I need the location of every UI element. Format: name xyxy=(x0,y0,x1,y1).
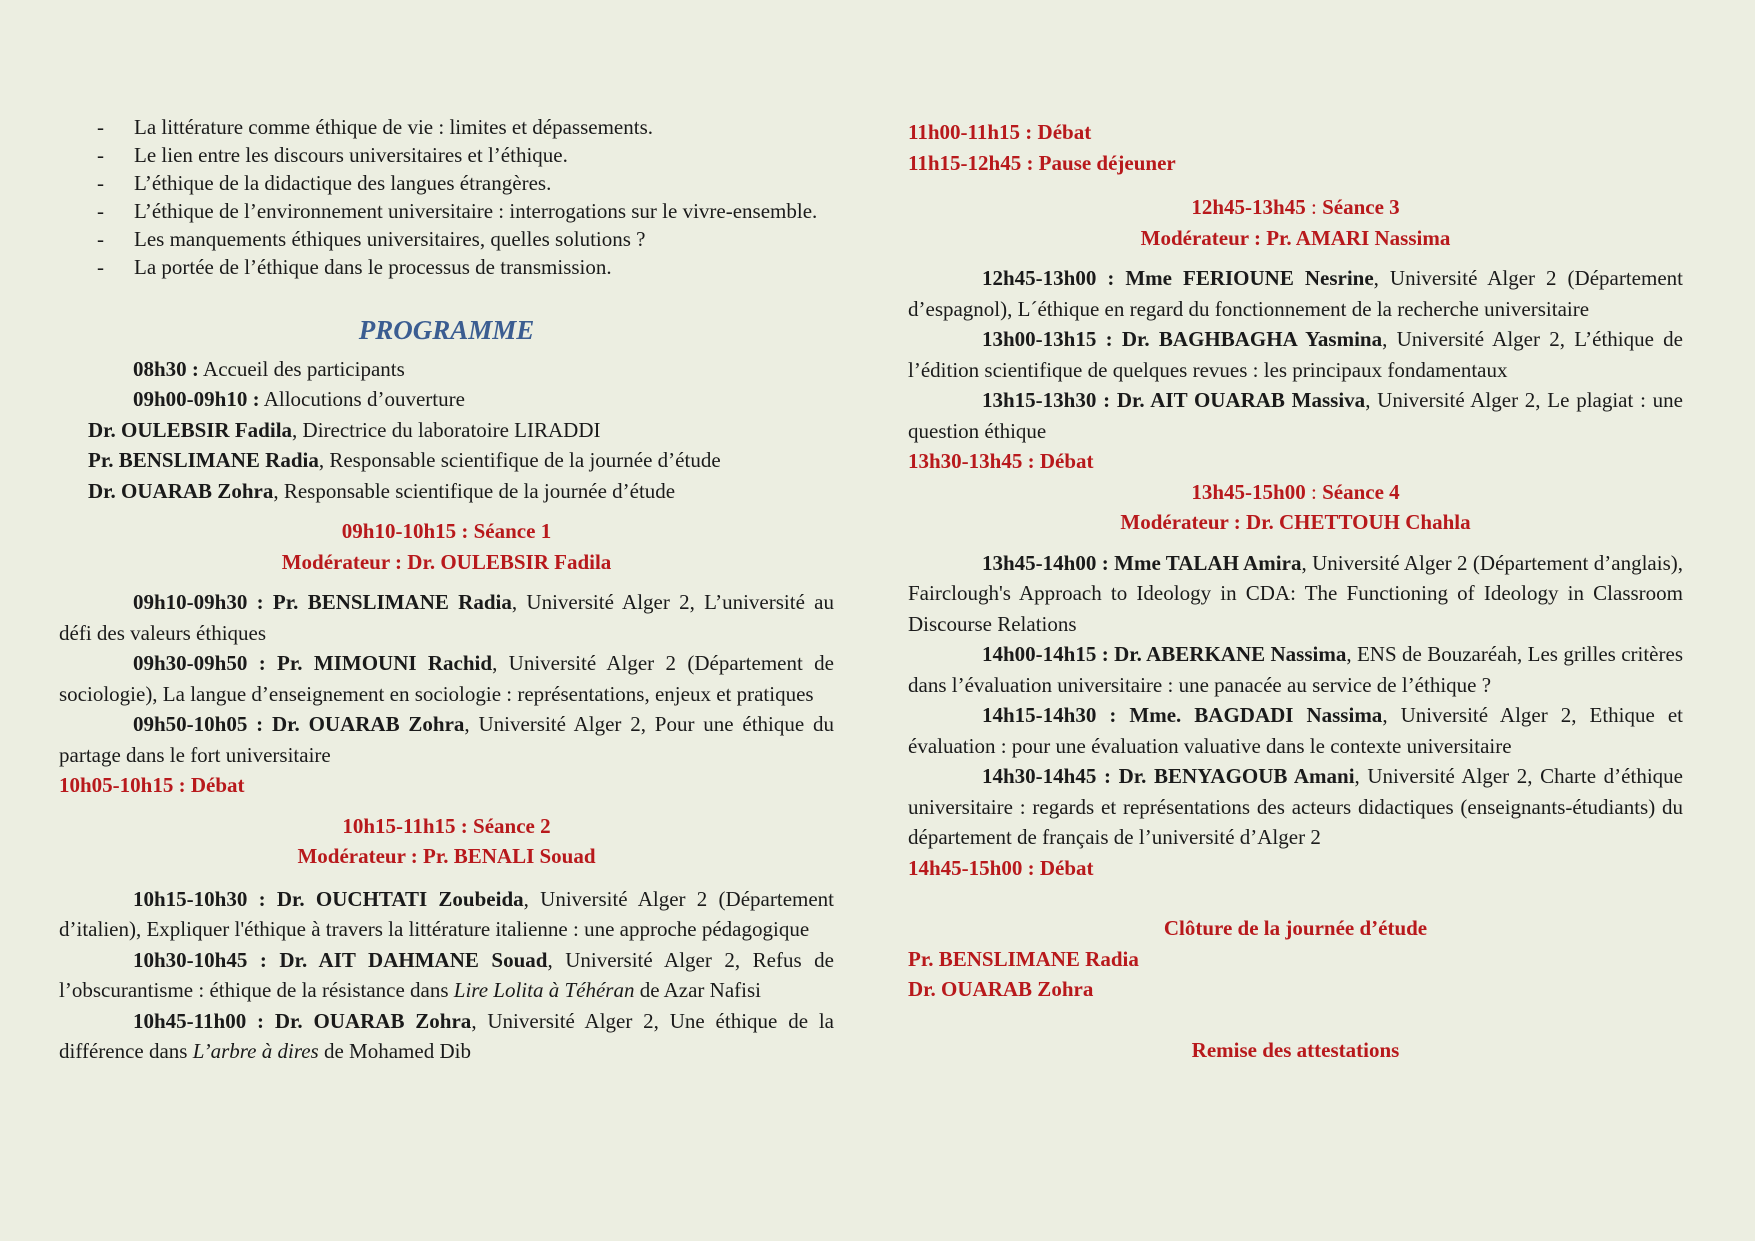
list-item: - L’éthique de la didactique des langues étrangères. xyxy=(97,171,552,195)
list-item: - Le lien entre les discours universitaires et l’éthique. xyxy=(97,143,568,167)
talk-entry: 10h45-11h00 : Dr. OUARAB Zohra, Université Alger 2, Une éthique de la différence dans L’arbre à dires de Mohamed Dib xyxy=(59,1008,834,1063)
lunch-break: 11h15-12h45 : Pause déjeuner xyxy=(908,150,1176,175)
talk-entry: 14h30-14h45 : Dr. BENYAGOUB Amani, Université Alger 2, Charte d’éthique universitaire : regards et représentations des acteurs didactiques (enseignants-étudiants) du département de français de l’université d’Alger 2 xyxy=(908,764,1683,849)
certificates-line: Remise des attestations xyxy=(1191,1037,1400,1062)
list-item: - Les manquements éthiques universitaires, quelles solutions ? xyxy=(97,227,646,251)
list-item: - La portée de l’éthique dans le processus de transmission. xyxy=(97,255,612,279)
left-column xyxy=(59,113,834,1067)
session-2-title: 10h15-11h15 : Séance 2 xyxy=(342,813,551,838)
talk-entry: 13h00-13h15 : Dr. BAGHBAGHA Yasmina, Université Alger 2, L’éthique de l’édition scientifique de quelques revues : les principaux fondamentaux xyxy=(908,327,1683,382)
session-4-title: 13h45-15h00 : Séance 4 xyxy=(1191,479,1400,504)
talk-entry: 13h45-14h00 : Mme TALAH Amira, Université Alger 2 (Département d’anglais), Fairclough's Approach to Ideology in CDA: The Functioning of Ideology in Classroom Discourse Relations xyxy=(908,550,1683,636)
talk-entry: 14h00-14h15 : Dr. ABERKANE Nassima, ENS de Bouzaréah, Les grilles critères dans l’évaluation universitaire : une panacée au service de l’éthique ? xyxy=(908,642,1683,697)
debate-line: 14h45-15h00 : Débat xyxy=(908,855,1094,880)
welcome-line: 08h30 : Accueil des participants xyxy=(133,356,405,381)
list-item: - L’éthique de l’environnement universitaire : interrogations sur le vivre-ensemble. xyxy=(97,199,818,223)
talk-entry: 10h30-10h45 : Dr. AIT DAHMANE Souad, Université Alger 2, Refus de l’obscurantisme : éthique de la résistance dans Lire Lolita à Téhéran de Azar Nafisi xyxy=(59,947,834,1002)
talk-entry: 09h50-10h05 : Dr. OUARAB Zohra, Université Alger 2, Pour une éthique du partage dans le fort universitaire xyxy=(59,712,834,767)
debate-line: 13h30-13h45 : Débat xyxy=(908,449,1094,473)
talk-entry: 10h15-10h30 : Dr. OUCHTATI Zoubeida, Université Alger 2 (Département d’italien), Expliquer l'éthique à travers la littérature italienne : une approche pédagogique xyxy=(59,886,834,941)
session-3-title: 12h45-13h45 : Séance 3 xyxy=(1191,195,1400,219)
debate-line: 11h00-11h15 : Débat xyxy=(908,120,1092,144)
list-item: - La littérature comme éthique de vie : limites et dépassements. xyxy=(97,115,653,139)
right-column xyxy=(908,117,1683,1065)
closing-title: Clôture de la journée d’étude xyxy=(1163,916,1428,940)
closing-speaker: Pr. BENSLIMANE Radia xyxy=(908,946,1139,971)
session-2-moderator: Modérateur : Pr. BENALI Souad xyxy=(297,844,596,868)
closing-speaker: Dr. OUARAB Zohra xyxy=(908,977,1094,1001)
topics-list xyxy=(59,113,834,281)
talk-entry: 09h10-09h30 : Pr. BENSLIMANE Radia, Université Alger 2, L’université au défi des valeurs éthiques xyxy=(59,590,834,645)
talk-entry: 09h30-09h50 : Pr. MIMOUNI Rachid, Université Alger 2 (Département de sociologie), La langue d’enseignement en sociologie : représentations, enjeux et pratiques xyxy=(59,651,834,706)
talk-entry: 13h15-13h30 : Dr. AIT OUARAB Massiva, Université Alger 2, Le plagiat : une question éthique xyxy=(908,388,1683,443)
debate-line: 10h05-10h15 : Débat xyxy=(59,773,245,797)
session-1-title: 09h10-10h15 : Séance 1 xyxy=(341,519,552,543)
session-3-moderator: Modérateur : Pr. AMARI Nassima xyxy=(1140,225,1451,250)
opening-line: 09h00-09h10 : Allocutions d’ouverture xyxy=(133,387,465,411)
opening-speaker: Dr. OULEBSIR Fadila, Directrice du laboratoire LIRADDI xyxy=(88,417,601,442)
opening-speaker: Pr. BENSLIMANE Radia, Responsable scientifique de la journée d’étude xyxy=(88,448,721,472)
opening-speaker: Dr. OUARAB Zohra, Responsable scientifique de la journée d’étude xyxy=(88,478,676,503)
talk-entry: 12h45-13h00 : Mme FERIOUNE Nesrine, Université Alger 2 (Département d’espagnol), L´éthique en regard du fonctionnement de la recherche universitaire xyxy=(908,266,1683,321)
talk-entry: 14h15-14h30 : Mme. BAGDADI Nassima, Université Alger 2, Ethique et évaluation : pour une évaluation valuative dans le contexte universitaire xyxy=(908,703,1683,758)
session-4-moderator: Modérateur : Dr. CHETTOUH Chahla xyxy=(1120,510,1471,534)
programme-title: PROGRAMME xyxy=(358,315,535,345)
session-1-moderator: Modérateur : Dr. OULEBSIR Fadila xyxy=(281,549,612,574)
